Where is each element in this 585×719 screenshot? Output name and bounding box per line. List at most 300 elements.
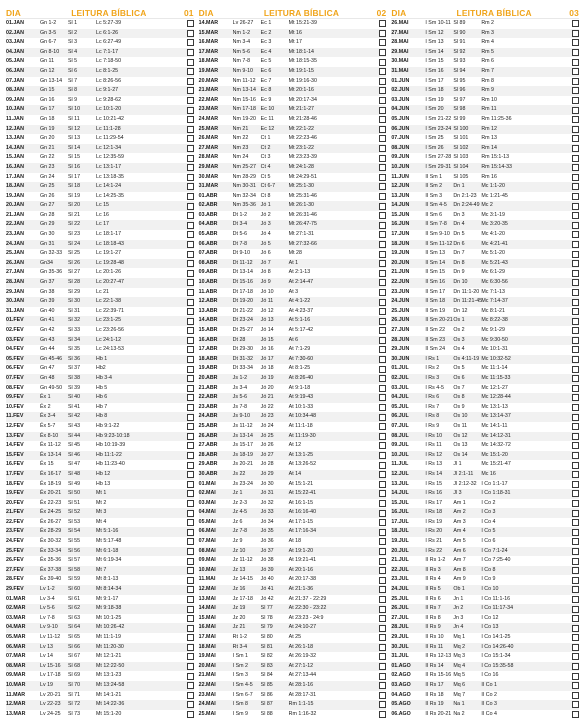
done-checkbox[interactable] (187, 471, 194, 478)
done-checkbox[interactable] (572, 519, 579, 526)
done-checkbox[interactable] (187, 375, 194, 382)
reading-nt: II Co 3 (481, 701, 497, 708)
done-checkbox[interactable] (187, 231, 194, 238)
done-checkbox[interactable] (379, 596, 386, 603)
done-checkbox[interactable] (379, 135, 386, 142)
done-checkbox[interactable] (187, 289, 194, 296)
done-checkbox[interactable] (379, 673, 386, 680)
done-checkbox[interactable] (379, 39, 386, 46)
reading-nt: Mc 12:28-44 (481, 394, 511, 401)
day-date: 06.AGO (391, 710, 411, 717)
done-checkbox[interactable] (187, 366, 194, 373)
done-checkbox[interactable] (379, 634, 386, 641)
reading-row (6, 48, 194, 58)
done-checkbox[interactable] (187, 673, 194, 680)
done-checkbox[interactable] (187, 68, 194, 75)
done-checkbox[interactable] (187, 394, 194, 401)
done-checkbox[interactable] (379, 193, 386, 200)
done-checkbox[interactable] (187, 577, 194, 584)
reading-nt: Lc 18:1-17 (96, 231, 122, 238)
done-checkbox[interactable] (572, 510, 579, 517)
done-checkbox[interactable] (572, 375, 579, 382)
done-checkbox[interactable] (572, 653, 579, 660)
reading-ot: II Rs 15-16 (425, 672, 452, 679)
done-checkbox[interactable] (572, 644, 579, 651)
reading-nt: At 28:1-16 (288, 681, 314, 688)
done-checkbox[interactable] (572, 500, 579, 507)
reading-row (391, 595, 579, 605)
reading-row (6, 182, 194, 192)
done-checkbox[interactable] (187, 500, 194, 507)
day-date: 04.JUN (391, 106, 410, 113)
reading-nt: Mt 12:22-50 (96, 662, 125, 669)
done-checkbox[interactable] (379, 155, 386, 162)
reading-nt: Rm 2 (481, 20, 494, 26)
done-checkbox[interactable] (572, 174, 579, 181)
done-checkbox[interactable] (379, 481, 386, 488)
done-checkbox[interactable] (187, 519, 194, 526)
done-checkbox[interactable] (187, 59, 194, 66)
done-checkbox[interactable] (379, 701, 386, 708)
done-checkbox[interactable] (572, 59, 579, 66)
done-checkbox[interactable] (572, 433, 579, 440)
day-date: 13.FEV (6, 432, 24, 439)
done-checkbox[interactable] (572, 404, 579, 411)
reading-row (391, 451, 579, 461)
done-checkbox[interactable] (572, 212, 579, 219)
done-checkbox[interactable] (572, 538, 579, 545)
done-checkbox[interactable] (187, 701, 194, 708)
done-checkbox[interactable] (187, 586, 194, 593)
done-checkbox[interactable] (379, 308, 386, 315)
done-checkbox[interactable] (572, 39, 579, 46)
done-checkbox[interactable] (187, 711, 194, 718)
done-checkbox[interactable] (572, 164, 579, 171)
done-checkbox[interactable] (187, 135, 194, 142)
done-checkbox[interactable] (379, 433, 386, 440)
done-checkbox[interactable] (187, 174, 194, 181)
done-checkbox[interactable] (572, 481, 579, 488)
done-checkbox[interactable] (379, 20, 386, 27)
done-checkbox[interactable] (572, 308, 579, 315)
done-checkbox[interactable] (572, 442, 579, 449)
done-checkbox[interactable] (379, 222, 386, 229)
done-checkbox[interactable] (379, 107, 386, 114)
reading-ot: Êx 13-14 (40, 451, 62, 458)
done-checkbox[interactable] (379, 203, 386, 210)
done-checkbox[interactable] (572, 548, 579, 555)
done-checkbox[interactable] (187, 222, 194, 229)
done-checkbox[interactable] (379, 59, 386, 66)
reading-nt: At 14 (288, 470, 302, 477)
done-checkbox[interactable] (187, 193, 194, 200)
day-date: 16.JUL (391, 509, 409, 516)
done-checkbox[interactable] (572, 682, 579, 689)
reading-poetry: Jó 10 (260, 288, 274, 295)
done-checkbox[interactable] (187, 49, 194, 56)
done-checkbox[interactable] (187, 606, 194, 613)
reading-ot: Êx 33-34 (40, 547, 62, 554)
reading-ot: Nm 25-27 (232, 163, 256, 170)
done-checkbox[interactable] (572, 663, 579, 670)
done-checkbox[interactable] (187, 337, 194, 344)
done-checkbox[interactable] (572, 394, 579, 401)
done-checkbox[interactable] (572, 462, 579, 469)
done-checkbox[interactable] (379, 548, 386, 555)
done-checkbox[interactable] (379, 356, 386, 363)
day-date: 16.MAI (198, 624, 216, 631)
done-checkbox[interactable] (187, 356, 194, 363)
done-checkbox[interactable] (379, 510, 386, 517)
done-checkbox[interactable] (572, 711, 579, 718)
done-checkbox[interactable] (187, 183, 194, 190)
done-checkbox[interactable] (187, 145, 194, 152)
done-checkbox[interactable] (187, 423, 194, 430)
done-checkbox[interactable] (379, 164, 386, 171)
done-checkbox[interactable] (572, 20, 579, 27)
reading-ot: II Rs 19 (425, 701, 444, 708)
reading-nt: At 15:1-21 (288, 480, 314, 487)
reading-nt: Hb2 (96, 365, 106, 372)
done-checkbox[interactable] (379, 606, 386, 613)
done-checkbox[interactable] (187, 462, 194, 469)
day-date: 03.MAR (6, 614, 26, 621)
done-checkbox[interactable] (572, 289, 579, 296)
done-checkbox[interactable] (379, 529, 386, 536)
done-checkbox[interactable] (572, 586, 579, 593)
done-checkbox[interactable] (379, 567, 386, 574)
done-checkbox[interactable] (379, 346, 386, 353)
header-leitura-biblica: LEITURA BÍBLICA (456, 8, 532, 18)
done-checkbox[interactable] (187, 404, 194, 411)
done-checkbox[interactable] (572, 625, 579, 632)
reading-nt: Mt 7 (96, 566, 107, 573)
done-checkbox[interactable] (379, 404, 386, 411)
done-checkbox[interactable] (572, 107, 579, 114)
reading-poetry: Os 7 (453, 384, 465, 391)
reading-poetry: Sl 13 (68, 135, 81, 142)
reading-ot: I Sm 9 (232, 710, 248, 717)
done-checkbox[interactable] (572, 606, 579, 613)
done-checkbox[interactable] (379, 241, 386, 248)
done-checkbox[interactable] (187, 241, 194, 248)
reading-row (6, 278, 194, 288)
day-date: 05.FEV (6, 355, 24, 362)
done-checkbox[interactable] (187, 481, 194, 488)
done-checkbox[interactable] (187, 644, 194, 651)
done-checkbox[interactable] (379, 663, 386, 670)
done-checkbox[interactable] (572, 634, 579, 641)
day-date: 31.JUL (391, 653, 409, 660)
done-checkbox[interactable] (187, 510, 194, 517)
done-checkbox[interactable] (379, 145, 386, 152)
reading-ot: Gn 11 (40, 58, 55, 65)
done-checkbox[interactable] (187, 299, 194, 306)
done-checkbox[interactable] (379, 337, 386, 344)
reading-row (6, 288, 194, 298)
done-checkbox[interactable] (572, 673, 579, 680)
reading-nt: Rm 1:16-32 (288, 710, 317, 717)
reading-poetry: Ct 3 (260, 154, 271, 161)
done-checkbox[interactable] (379, 327, 386, 334)
reading-row (391, 288, 579, 298)
done-checkbox[interactable] (187, 385, 194, 392)
done-checkbox[interactable] (187, 251, 194, 258)
done-checkbox[interactable] (379, 414, 386, 421)
done-checkbox[interactable] (187, 634, 194, 641)
done-checkbox[interactable] (187, 164, 194, 171)
reading-poetry: Mq 7 (453, 691, 466, 698)
done-checkbox[interactable] (379, 615, 386, 622)
reading-nt: Hb 12 (96, 470, 111, 477)
done-checkbox[interactable] (379, 212, 386, 219)
reading-ot: I Rs 8 (425, 413, 440, 420)
reading-ot: Nm 19-20 (232, 115, 256, 122)
done-checkbox[interactable] (572, 78, 579, 85)
done-checkbox[interactable] (379, 538, 386, 545)
reading-row (199, 19, 387, 29)
done-checkbox[interactable] (379, 653, 386, 660)
done-checkbox[interactable] (379, 692, 386, 699)
done-checkbox[interactable] (379, 126, 386, 133)
done-checkbox[interactable] (187, 596, 194, 603)
header-leitura-biblica: LEITURA BÍBLICA (263, 8, 340, 18)
done-checkbox[interactable] (572, 366, 579, 373)
done-checkbox[interactable] (379, 452, 386, 459)
done-checkbox[interactable] (379, 87, 386, 94)
done-checkbox[interactable] (572, 231, 579, 238)
done-checkbox[interactable] (187, 529, 194, 536)
done-checkbox[interactable] (187, 107, 194, 114)
reading-row (6, 614, 194, 624)
done-checkbox[interactable] (187, 97, 194, 104)
done-checkbox[interactable] (572, 529, 579, 536)
done-checkbox[interactable] (379, 385, 386, 392)
done-checkbox[interactable] (187, 308, 194, 315)
done-checkbox[interactable] (379, 471, 386, 478)
done-checkbox[interactable] (379, 97, 386, 104)
done-checkbox[interactable] (187, 318, 194, 325)
done-checkbox[interactable] (572, 97, 579, 104)
reading-poetry: Sl 12 (68, 125, 81, 132)
done-checkbox[interactable] (379, 490, 386, 497)
done-checkbox[interactable] (572, 299, 579, 306)
done-checkbox[interactable] (379, 586, 386, 593)
done-checkbox[interactable] (572, 471, 579, 478)
done-checkbox[interactable] (572, 701, 579, 708)
done-checkbox[interactable] (572, 126, 579, 133)
reading-ot: Gn 25 (40, 183, 55, 190)
done-checkbox[interactable] (379, 711, 386, 718)
reading-ot: II Sm 13 (425, 250, 446, 257)
reading-ot: Êx 5-7 (40, 422, 56, 429)
done-checkbox[interactable] (187, 78, 194, 85)
day-date: 19.JUL (391, 538, 409, 545)
reading-poetry: Sl 4 (68, 48, 78, 55)
done-checkbox[interactable] (379, 318, 386, 325)
done-checkbox[interactable] (187, 87, 194, 94)
done-checkbox[interactable] (187, 625, 194, 632)
done-checkbox[interactable] (379, 299, 386, 306)
reading-poetry: Sl 57 (68, 557, 81, 564)
reading-poetry: Sl 89 (453, 20, 466, 26)
done-checkbox[interactable] (187, 155, 194, 162)
done-checkbox[interactable] (572, 692, 579, 699)
done-checkbox[interactable] (187, 663, 194, 670)
reading-ot: Êx 20-21 (40, 490, 62, 497)
done-checkbox[interactable] (379, 251, 386, 258)
done-checkbox[interactable] (187, 270, 194, 277)
reading-poetry: Mq 3 (453, 653, 466, 660)
column-header (199, 8, 387, 19)
done-checkbox[interactable] (187, 39, 194, 46)
done-checkbox[interactable] (572, 490, 579, 497)
done-checkbox[interactable] (187, 279, 194, 286)
day-date: 13.JAN (6, 135, 24, 142)
done-checkbox[interactable] (379, 375, 386, 382)
done-checkbox[interactable] (572, 183, 579, 190)
done-checkbox[interactable] (379, 462, 386, 469)
done-checkbox[interactable] (572, 222, 579, 229)
done-checkbox[interactable] (187, 327, 194, 334)
done-checkbox[interactable] (572, 68, 579, 75)
done-checkbox[interactable] (572, 567, 579, 574)
done-checkbox[interactable] (187, 126, 194, 133)
done-checkbox[interactable] (187, 346, 194, 353)
done-checkbox[interactable] (572, 346, 579, 353)
done-checkbox[interactable] (187, 433, 194, 440)
done-checkbox[interactable] (379, 289, 386, 296)
done-checkbox[interactable] (379, 49, 386, 56)
reading-ot: Dt 17-18 (232, 288, 253, 295)
done-checkbox[interactable] (379, 442, 386, 449)
done-checkbox[interactable] (379, 423, 386, 430)
done-checkbox[interactable] (379, 519, 386, 526)
done-checkbox[interactable] (379, 279, 386, 286)
done-checkbox[interactable] (572, 577, 579, 584)
done-checkbox[interactable] (379, 231, 386, 238)
done-checkbox[interactable] (187, 116, 194, 123)
done-checkbox[interactable] (572, 87, 579, 94)
done-checkbox[interactable] (572, 155, 579, 162)
done-checkbox[interactable] (572, 251, 579, 258)
reading-ot: Jz 4-5 (232, 509, 248, 516)
reading-ot: Jz 7-8 (232, 528, 248, 535)
done-checkbox[interactable] (572, 327, 579, 334)
day-date: 28.MAI (391, 39, 409, 46)
done-checkbox[interactable] (187, 558, 194, 565)
done-checkbox[interactable] (379, 558, 386, 565)
done-checkbox[interactable] (187, 260, 194, 267)
done-checkbox[interactable] (379, 500, 386, 507)
done-checkbox[interactable] (572, 318, 579, 325)
done-checkbox[interactable] (379, 68, 386, 75)
done-checkbox[interactable] (379, 174, 386, 181)
done-checkbox[interactable] (572, 385, 579, 392)
done-checkbox[interactable] (187, 203, 194, 210)
done-checkbox[interactable] (379, 682, 386, 689)
reading-row (6, 460, 194, 470)
done-checkbox[interactable] (379, 366, 386, 373)
done-checkbox[interactable] (572, 414, 579, 421)
done-checkbox[interactable] (379, 644, 386, 651)
done-checkbox[interactable] (572, 241, 579, 248)
reading-row (199, 355, 387, 365)
done-checkbox[interactable] (187, 692, 194, 699)
done-checkbox[interactable] (379, 116, 386, 123)
done-checkbox[interactable] (572, 558, 579, 565)
done-checkbox[interactable] (572, 203, 579, 210)
done-checkbox[interactable] (187, 538, 194, 545)
done-checkbox[interactable] (187, 548, 194, 555)
done-checkbox[interactable] (379, 394, 386, 401)
done-checkbox[interactable] (572, 193, 579, 200)
done-checkbox[interactable] (572, 615, 579, 622)
done-checkbox[interactable] (379, 260, 386, 267)
reading-row (6, 201, 194, 211)
done-checkbox[interactable] (379, 625, 386, 632)
done-checkbox[interactable] (187, 682, 194, 689)
done-checkbox[interactable] (187, 20, 194, 27)
reading-row (6, 240, 194, 250)
reading-nt: Mt 1 (96, 490, 107, 497)
done-checkbox[interactable] (187, 442, 194, 449)
done-checkbox[interactable] (379, 183, 386, 190)
done-checkbox[interactable] (187, 615, 194, 622)
done-checkbox[interactable] (379, 30, 386, 37)
done-checkbox[interactable] (187, 653, 194, 660)
reading-poetry: Os 8 (453, 394, 465, 401)
done-checkbox[interactable] (572, 270, 579, 277)
done-checkbox[interactable] (572, 279, 579, 286)
reading-row (391, 77, 579, 87)
done-checkbox[interactable] (187, 30, 194, 37)
done-checkbox[interactable] (187, 490, 194, 497)
done-checkbox[interactable] (379, 78, 386, 85)
reading-row (199, 518, 387, 528)
reading-nt: Lc 11:1-28 (96, 125, 121, 132)
reading-poetry: Sl 100 (453, 125, 469, 132)
done-checkbox[interactable] (187, 452, 194, 459)
done-checkbox[interactable] (379, 577, 386, 584)
done-checkbox[interactable] (572, 135, 579, 142)
done-checkbox[interactable] (187, 567, 194, 574)
done-checkbox[interactable] (572, 116, 579, 123)
reading-nt: Mt 11:20-30 (96, 643, 124, 650)
reading-row (391, 518, 579, 528)
done-checkbox[interactable] (572, 356, 579, 363)
reading-poetry: Sl 92 (453, 48, 466, 55)
day-date: 29.JAN (6, 288, 24, 295)
done-checkbox[interactable] (187, 414, 194, 421)
done-checkbox[interactable] (572, 49, 579, 56)
reading-poetry: Ec 9 (260, 96, 272, 103)
done-checkbox[interactable] (572, 452, 579, 459)
reading-row (391, 412, 579, 422)
reading-nt: At 21:1-36 (288, 586, 314, 593)
done-checkbox[interactable] (572, 337, 579, 344)
reading-row (6, 432, 194, 442)
reading-poetry: Sl 41 (68, 403, 81, 410)
done-checkbox[interactable] (572, 423, 579, 430)
done-checkbox[interactable] (187, 212, 194, 219)
done-checkbox[interactable] (379, 270, 386, 277)
done-checkbox[interactable] (572, 596, 579, 603)
done-checkbox[interactable] (572, 145, 579, 152)
done-checkbox[interactable] (572, 30, 579, 37)
done-checkbox[interactable] (572, 260, 579, 267)
reading-nt: I Co 2 (481, 499, 496, 506)
